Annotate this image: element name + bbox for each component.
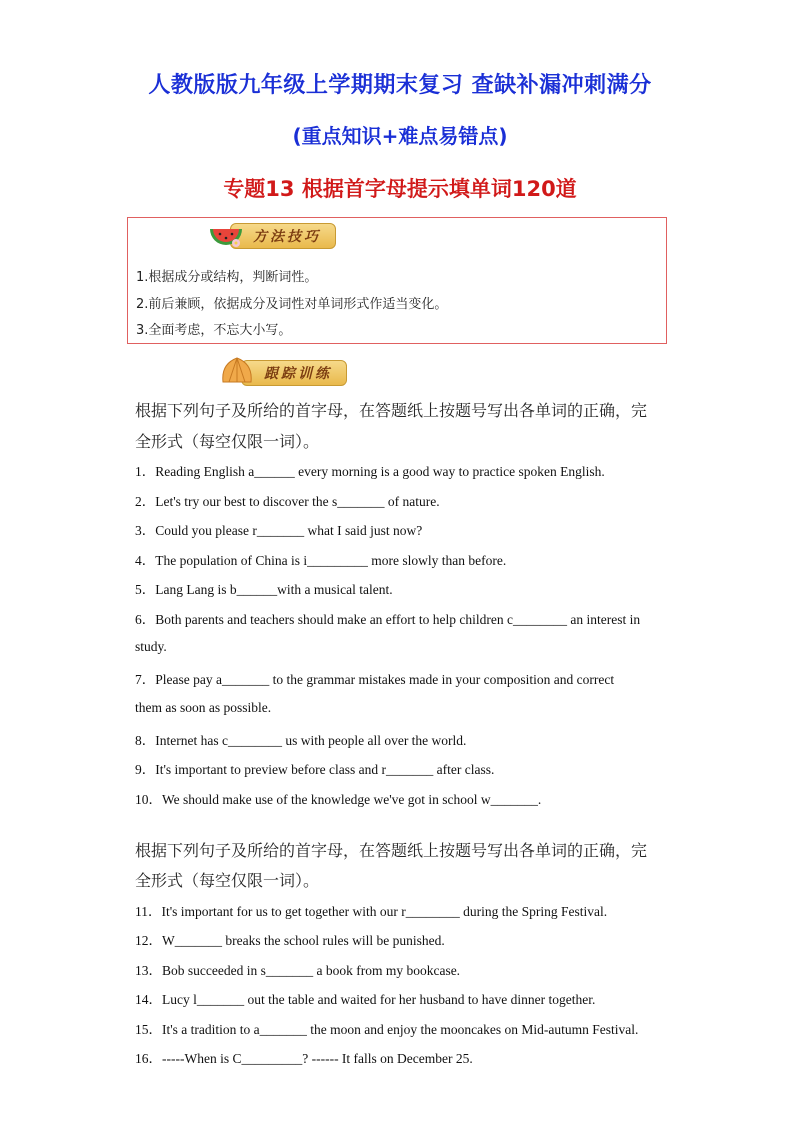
training-banner-label: 跟踪训练 [241,360,347,386]
question-item: 10．We should make use of the knowledge we've got in school w_______. [135,792,542,807]
question-item-continued: study. [135,639,167,654]
question-item: 5．Lang Lang is b______with a musical talent. [135,582,393,597]
question-item: 6．Both parents and teachers should make an effort to help children c________ an interest in [135,612,641,627]
question-item: 13．Bob succeeded in s_______ a book from my bookcase. [135,963,461,978]
method-box [127,217,667,344]
shell-icon [217,354,257,392]
question-item: 14．Lucy l_______ out the table and waited for her husband to have dinner together. [135,992,596,1007]
question-item: 1．Reading English a______ every morning is a good way to practice spoken English. [135,464,605,479]
question-item: 4．The population of China is i_________ more slowly than before. [135,553,507,568]
method-item: 2.前后兼顾，依据成分及词性对单词形式作适当变化。 [136,297,448,312]
question-item: 3．Could you please r_______ what I said just now? [135,523,423,538]
question-item: 2．Let's try our best to discover the s_______ of nature. [135,494,440,509]
method-item: 1.根据成分或结构，判断词性。 [136,270,318,285]
method-banner [206,217,336,255]
question-item: 16．-----When is C_________? ------ It falls on December 25. [135,1051,473,1066]
question-item: 9．It's important to preview before class and r_______ after class. [135,762,495,777]
method-banner-label: 方法技巧 [230,223,336,249]
instruction-text: 全形式（每空仅限一词）。 [135,871,320,890]
topic-title: 专题13 根据首字母提示填单词120道 [223,177,577,201]
question-item: 15．It's a tradition to a_______ the moon and enjoy the mooncakes on Mid-autumn Festival. [135,1022,639,1037]
question-item: 7．Please pay a_______ to the grammar mistakes made in your composition and correct [135,672,615,687]
instruction-text: 根据下列句子及所给的首字母，在答题纸上按题号写出各单词的正确，完 [135,841,648,860]
instruction-text: 根据下列句子及所给的首字母，在答题纸上按题号写出各单词的正确，完 [135,401,648,420]
question-item: 11．It's important for us to get together with our r________ during the Spring Festival. [135,904,608,919]
question-item-continued: them as soon as possible. [135,700,272,715]
question-item: 8．Internet has c________ us with people all over the world. [135,733,467,748]
method-item: 3.全面考虑，不忘大小写。 [136,323,292,338]
watermelon-icon [206,217,246,255]
instruction-text: 全形式（每空仅限一词）。 [135,432,320,451]
document-title: 人教版版九年级上学期期末复习 查缺补漏冲刺满分 [148,73,652,98]
training-banner [217,354,347,392]
document-subtitle: (重点知识+难点易错点) [292,124,508,148]
question-item: 12．W_______ breaks the school rules will be punished. [135,933,445,948]
